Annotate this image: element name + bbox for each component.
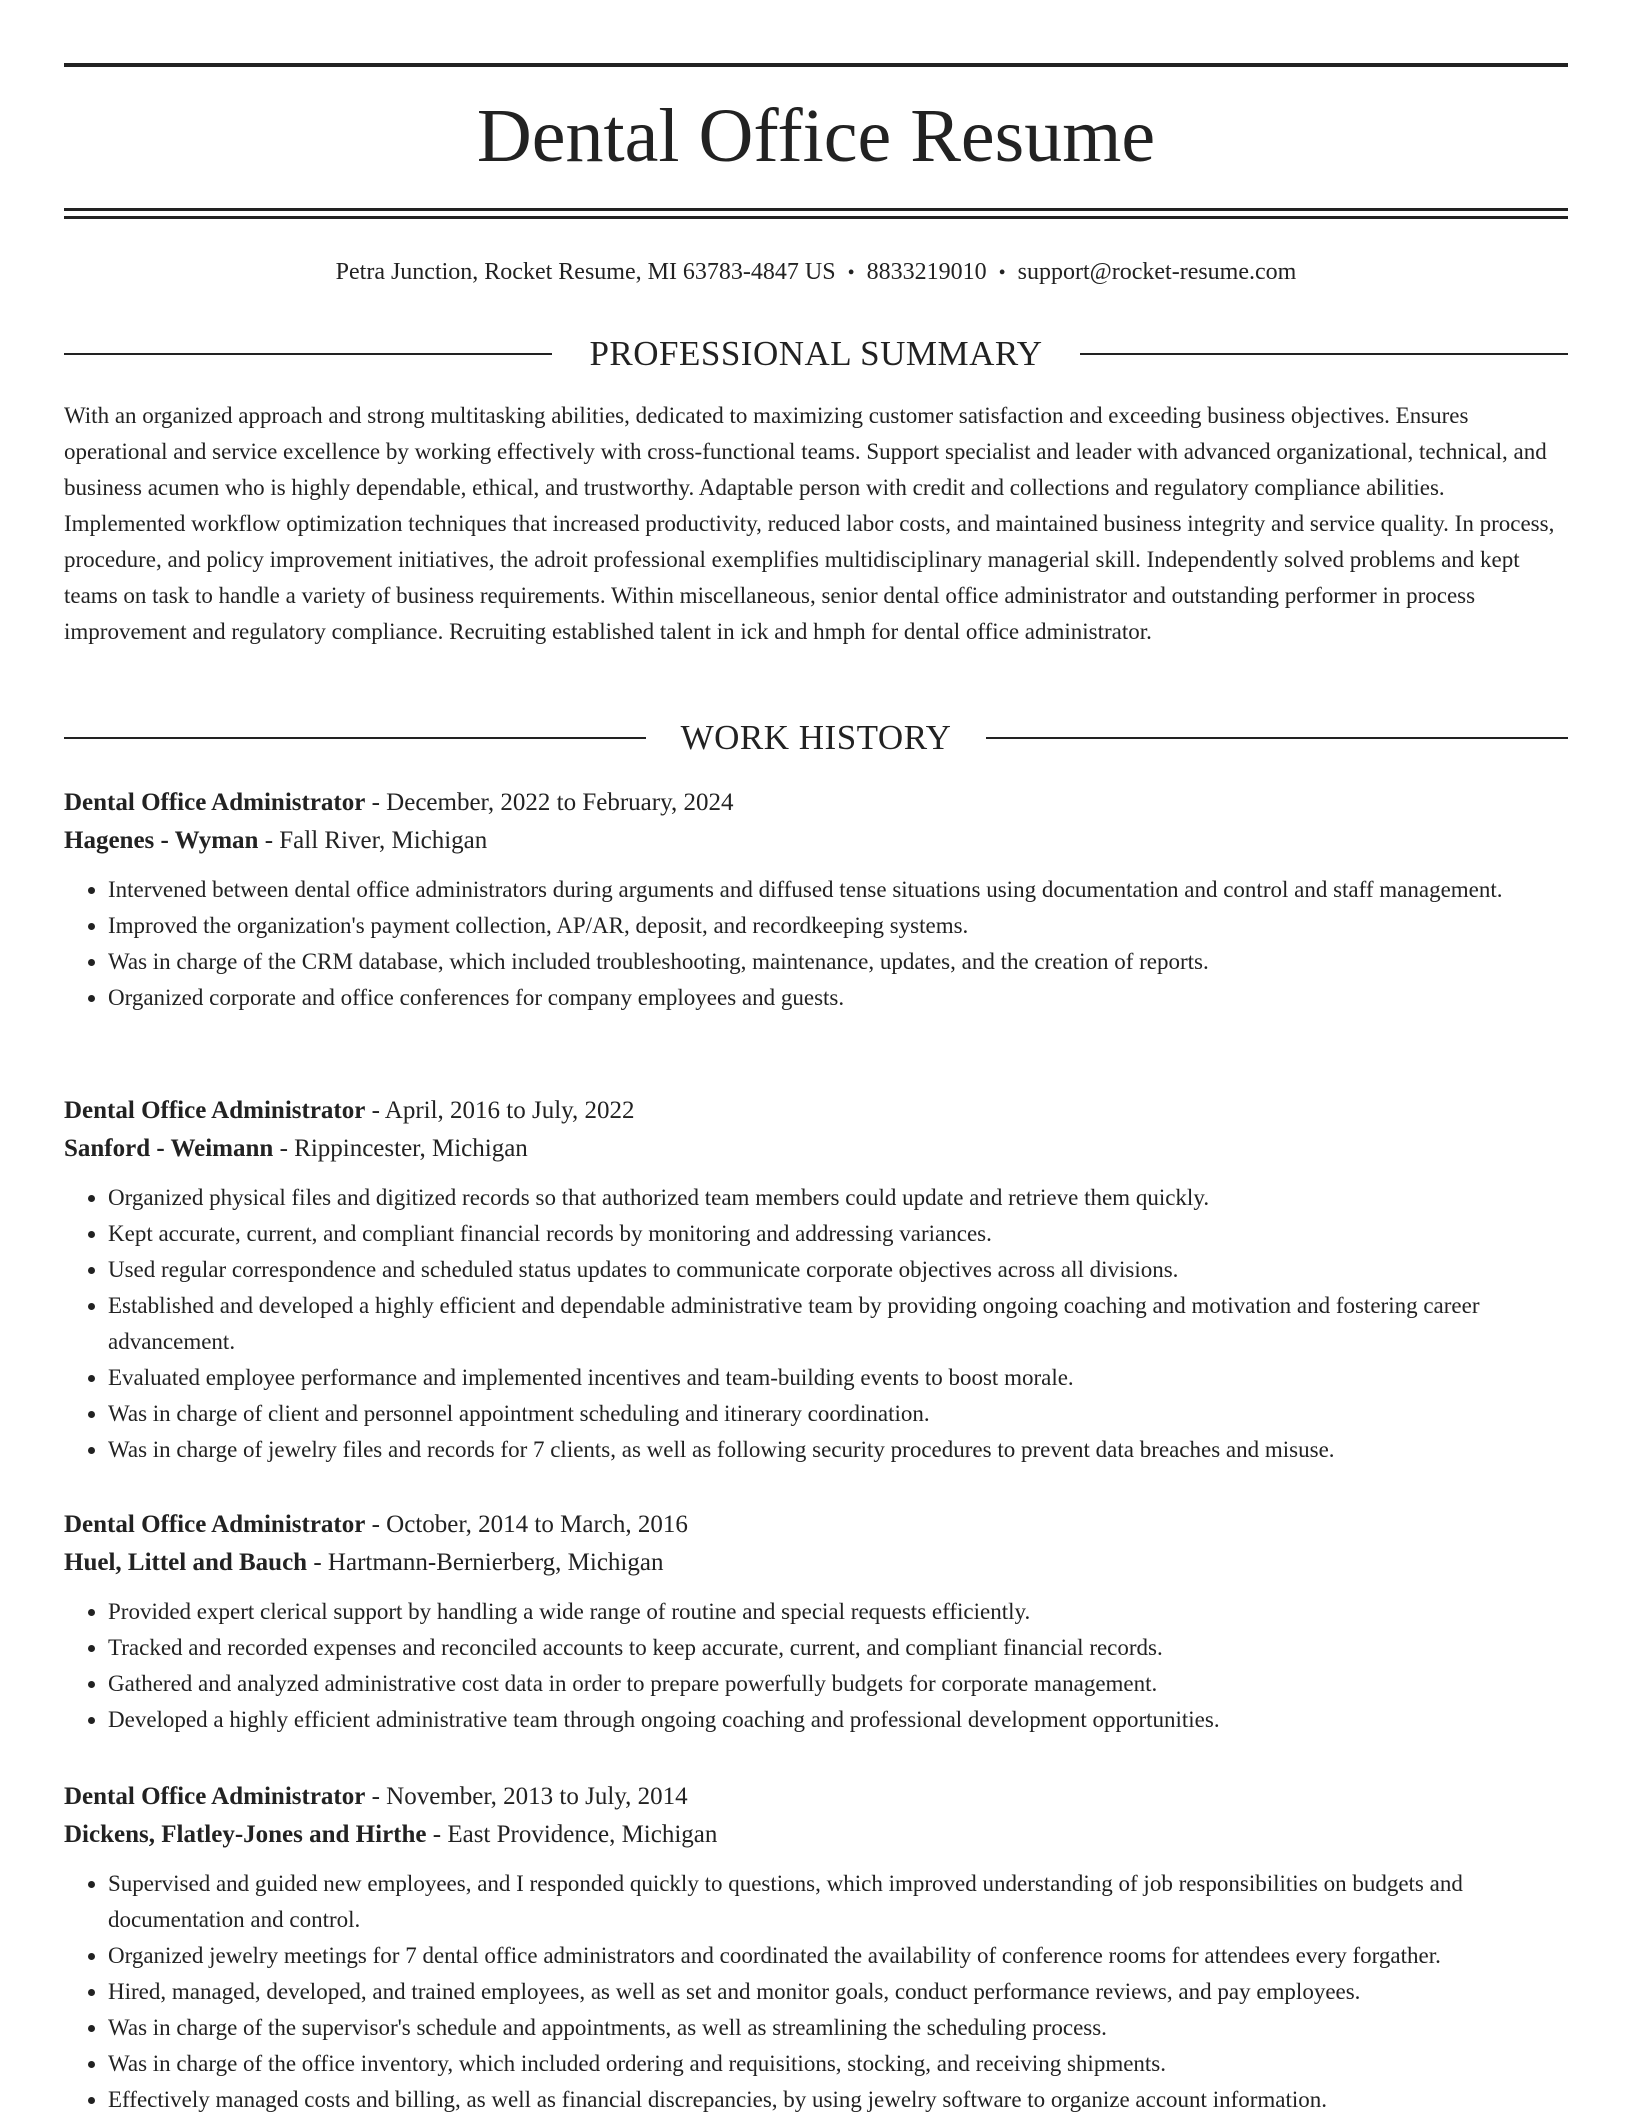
job-bullets [64,872,1568,1016]
title-rule-lower [64,216,1568,219]
job-bullet: • Was in charge of the office inventory, which included ordering and requisitions, stocking, and receiving shipments. [108,2046,1568,2082]
document-title: Dental Office Resume [476,94,1156,178]
job-bullet: • Was in charge of client and personnel appointment scheduling and itinerary coordination. [108,1396,1568,1432]
contact-email: support@rocket-resume.com [1017,259,1297,285]
job-bullet: • Evaluated employee performance and implemented incentives and team-building events to boost morale. [108,1360,1568,1396]
job-entry [64,1092,1568,1468]
summary-text: With an organized approach and strong multitasking abilities, dedicated to maximizing customer satisfaction and exceeding business objectives. Ensures operational and service excellence by working effectively with cross-functional teams. Support specialist and leader with advanced organizational, technical, and business acumen who is highly dependable, ethical, and trustworthy. Adaptable person with credit and collections and regulatory compliance abilities. Implemented workflow optimization techniques that increased productivity, reduced labor costs, and maintained business integrity and service quality. In process, procedure, and policy improvement initiatives, the adroit professional exemplifies multidisciplinary managerial skill. Independently solved problems and kept teams on task to handle a variety of business requirements. Within miscellaneous, senior dental office administrator and outstanding performer in process improvement and regulatory compliance. Recruiting established talent in ick and hmph for dental office administrator. [64,403,1555,644]
job-company: Huel, Littel and Bauch [64,1549,308,1576]
job-dates: - December, 2022 to February, 2024 [365,789,734,816]
contact-address: Petra Junction, Rocket Resume, MI 63783-4847 US [335,259,836,285]
job-bullet: • Gathered and analyzed administrative cost data in order to prepare powerfully budgets for corporate management. [108,1666,1568,1702]
job-bullet: • Effectively managed costs and billing, as well as financial discrepancies, by using jewelry software to organize account information. [108,2082,1568,2118]
job-location: - Rippincester, Michigan [273,1135,528,1162]
job-bullet: • Kept accurate, current, and compliant financial records by monitoring and addressing variances. [108,1216,1568,1252]
job-title-line [64,1506,1568,1544]
job-location: - Hartmann-Bernierberg, Michigan [307,1549,664,1576]
contact-phone: 8833219010 [866,259,987,285]
job-dates: - November, 2013 to July, 2014 [365,1783,688,1810]
work-history-section-header [64,718,1568,758]
job-bullets [64,1180,1568,1468]
job-bullet: • Improved the organization's payment collection, AP/AR, deposit, and recordkeeping systems. [108,908,1568,944]
job-role: Dental Office Administrator [64,1511,366,1538]
job-title-line [64,1778,1568,1816]
summary-section-header [64,334,1568,374]
job-bullet: • Used regular correspondence and scheduled status updates to communicate corporate objectives across all divisions. [108,1252,1568,1288]
summary-heading: PROFESSIONAL SUMMARY [589,334,1043,373]
job-bullet: • Organized jewelry meetings for 7 dental office administrators and coordinated the availability of conference rooms for attendees every forgather. [108,1938,1568,1974]
job-bullet: • Developed a highly efficient administrative team through ongoing coaching and professional development opportunities. [108,1702,1568,1738]
job-bullet: • Was in charge of jewelry files and records for 7 clients, as well as following security procedures to prevent data breaches and misuse. [108,1432,1568,1468]
job-entry [64,784,1568,1016]
job-company: Dickens, Flatley-Jones and Hirthe [64,1821,427,1848]
job-bullets [64,1866,1568,2118]
contact-separator: • [998,262,1006,284]
job-bullet: • Was in charge of the CRM database, which included troubleshooting, maintenance, updates, and the creation of reports. [108,944,1568,980]
job-bullet: • Established and developed a highly efficient and dependable administrative team by providing ongoing coaching and motivation and fostering career advancement. [108,1288,1568,1360]
job-company-line [64,1544,1568,1582]
job-role: Dental Office Administrator [64,1783,366,1810]
contact-separator: • [847,262,855,284]
job-bullet: • Was in charge of the supervisor's schedule and appointments, as well as streamlining the scheduling process. [108,2010,1568,2046]
work-history-heading: WORK HISTORY [680,718,952,757]
job-dates: - October, 2014 to March, 2016 [365,1511,688,1538]
job-title-line [64,1092,1568,1130]
job-company: Hagenes - Wyman [64,827,259,854]
title-rule-upper [64,208,1568,211]
job-bullet: • Organized corporate and office conferences for company employees and guests. [108,980,1568,1016]
job-bullet: • Tracked and recorded expenses and reconciled accounts to keep accurate, current, and compliant financial records. [108,1630,1568,1666]
contact-line [64,256,1568,289]
job-bullet: • Hired, managed, developed, and trained employees, as well as set and monitor goals, conduct performance reviews, and pay employees. [108,1974,1568,2010]
top-rule [64,63,1568,67]
job-bullet: • Organized physical files and digitized records so that authorized team members could update and retrieve them quickly. [108,1180,1568,1216]
job-bullets [64,1594,1568,1738]
job-entry [64,1506,1568,1738]
job-company-line [64,1130,1568,1168]
job-company: Sanford - Weimann [64,1135,274,1162]
job-entry [64,1778,1568,2118]
job-location: - East Providence, Michigan [426,1821,718,1848]
job-role: Dental Office Administrator [64,1097,366,1124]
job-dates: - April, 2016 to July, 2022 [365,1097,635,1124]
job-company-line [64,822,1568,860]
job-location: - Fall River, Michigan [258,827,488,854]
job-title-line [64,784,1568,822]
job-bullet: • Provided expert clerical support by handling a wide range of routine and special requests efficiently. [108,1594,1568,1630]
job-bullet: • Supervised and guided new employees, and I responded quickly to questions, which improved understanding of job responsibilities on budgets and documentation and control. [108,1866,1568,1938]
job-company-line [64,1816,1568,1854]
job-bullet: • Intervened between dental office administrators during arguments and diffused tense situations using documentation and control and staff management. [108,872,1568,908]
job-role: Dental Office Administrator [64,789,366,816]
